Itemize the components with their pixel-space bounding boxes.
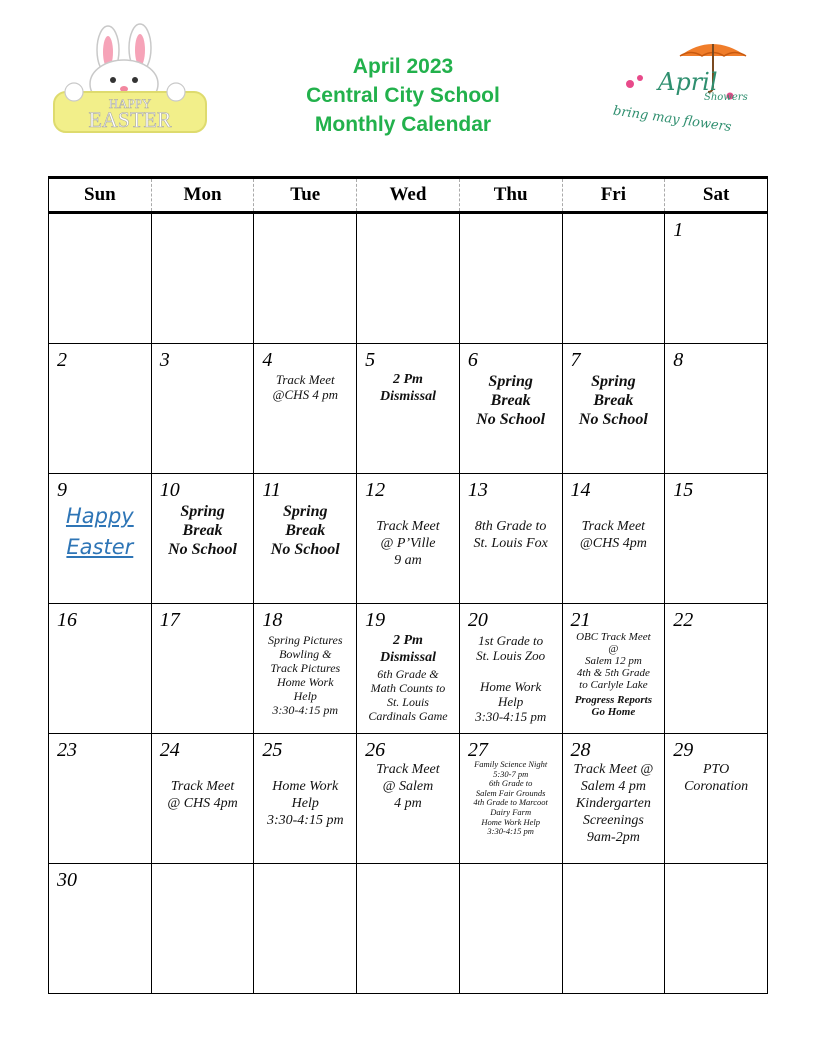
day-number: 8 bbox=[673, 349, 684, 371]
day-number: 25 bbox=[262, 739, 283, 761]
weekday-header-row bbox=[49, 178, 768, 213]
day-number: 14 bbox=[570, 479, 591, 501]
day-number: 22 bbox=[673, 609, 694, 631]
day-cell-14 bbox=[562, 474, 665, 604]
day-number: 30 bbox=[57, 869, 77, 891]
day-number: 5 bbox=[365, 349, 376, 371]
event-text: Spring Pictures Bowling & Track Pictures Home Work Help 3:30-4:15 pm bbox=[267, 633, 343, 717]
day-number: 6 bbox=[467, 349, 478, 371]
day-number: 24 bbox=[159, 739, 180, 761]
day-cell-26 bbox=[357, 734, 460, 864]
day-number: 10 bbox=[159, 479, 180, 501]
day-cell-4 bbox=[254, 344, 357, 474]
weekday-thu: Thu bbox=[459, 178, 562, 213]
day-cell-27 bbox=[459, 734, 562, 864]
day-cell-20 bbox=[459, 604, 562, 734]
empty-cell bbox=[151, 213, 254, 344]
day-cell-21 bbox=[562, 604, 665, 734]
april-showers-logo bbox=[600, 34, 760, 146]
event-text: PTO Coronation bbox=[684, 762, 749, 794]
logo-text-april: April bbox=[658, 68, 718, 96]
day-cell-19 bbox=[357, 604, 460, 734]
day-cell-3 bbox=[151, 344, 254, 474]
day-cell-25 bbox=[254, 734, 357, 864]
empty-cell bbox=[49, 213, 152, 344]
event-text: 8th Grade to St. Louis Fox bbox=[473, 519, 548, 551]
event-text: Track Meet @CHS 4 pm bbox=[272, 372, 338, 402]
weekday-sat: Sat bbox=[665, 178, 768, 213]
day-cell-30 bbox=[49, 864, 152, 994]
day-cell-2 bbox=[49, 344, 152, 474]
day-number: 16 bbox=[57, 609, 77, 631]
day-number: 21 bbox=[570, 609, 591, 631]
event-text: Spring Break No School bbox=[270, 503, 340, 558]
day-cell-10 bbox=[151, 474, 254, 604]
day-number: 3 bbox=[159, 349, 170, 371]
day-number: 20 bbox=[467, 609, 488, 631]
event-text: Home Work Help 3:30-4:15 pm bbox=[266, 779, 344, 828]
day-number: 26 bbox=[365, 739, 386, 761]
event-text: OBC Track Meet @ Salem 12 pm 4th & 5th Grade to Carlyle Lake bbox=[576, 631, 651, 691]
logo-text-flowers: bring may flowers bbox=[612, 103, 733, 136]
day-number: 23 bbox=[57, 739, 77, 761]
day-number: 4 bbox=[262, 349, 273, 371]
event-text: Family Science Night 5:30-7 pm 6th Grade to Salem Fair Grounds 4th Grade to Marcoot Dairy Farm Home Work Help 3:30-4:15 pm bbox=[473, 759, 548, 837]
logo-text-happy: HAPPY bbox=[108, 96, 152, 111]
day-cell-1 bbox=[665, 213, 768, 344]
event-text: Spring Break No School bbox=[168, 503, 237, 558]
day-number: 7 bbox=[570, 349, 581, 371]
event-text: Track Meet @CHS 4pm bbox=[579, 519, 647, 551]
event-text-progress-reports: Progress Reports Go Home bbox=[574, 694, 653, 718]
event-text: Spring Break No School bbox=[476, 373, 546, 428]
weekday-wed: Wed bbox=[357, 178, 460, 213]
day-number: 12 bbox=[365, 479, 386, 501]
empty-cell bbox=[254, 213, 357, 344]
week-row bbox=[49, 213, 768, 344]
event-text: 1st Grade to St. Louis Zoo bbox=[476, 633, 546, 663]
logo-text-showers: Showers bbox=[704, 92, 748, 103]
empty-cell bbox=[562, 864, 665, 994]
event-text: 6th Grade & Math Counts to St. Louis Cardinals Game bbox=[368, 667, 448, 723]
empty-cell bbox=[459, 864, 562, 994]
day-cell-18 bbox=[254, 604, 357, 734]
title-calendar: Monthly Calendar bbox=[314, 113, 492, 136]
calendar-grid bbox=[48, 176, 768, 994]
event-text: Track Meet @ Salem 4 pm bbox=[376, 762, 440, 811]
empty-cell bbox=[151, 864, 254, 994]
happy-easter-link[interactable]: Happy Easter bbox=[65, 504, 134, 559]
day-cell-23 bbox=[49, 734, 152, 864]
day-cell-24 bbox=[151, 734, 254, 864]
empty-cell bbox=[562, 213, 665, 344]
day-cell-15 bbox=[665, 474, 768, 604]
weekday-tue: Tue bbox=[254, 178, 357, 213]
day-number: 1 bbox=[673, 219, 684, 241]
day-cell-8 bbox=[665, 344, 768, 474]
day-number: 19 bbox=[365, 609, 386, 631]
empty-cell bbox=[459, 213, 562, 344]
day-cell-11 bbox=[254, 474, 357, 604]
day-number: 28 bbox=[570, 739, 591, 761]
empty-cell bbox=[357, 864, 460, 994]
empty-cell bbox=[357, 213, 460, 344]
event-text: Track Meet @ Salem 4 pm Kindergarten Screenings 9am-2pm bbox=[573, 762, 654, 845]
week-row bbox=[49, 344, 768, 474]
day-number: 9 bbox=[57, 479, 67, 501]
day-number: 27 bbox=[467, 739, 488, 761]
day-cell-13 bbox=[459, 474, 562, 604]
day-number: 11 bbox=[262, 479, 281, 501]
page-title bbox=[250, 52, 556, 139]
day-cell-12 bbox=[357, 474, 460, 604]
empty-cell bbox=[254, 864, 357, 994]
weekday-sun: Sun bbox=[49, 178, 152, 213]
day-number: 13 bbox=[467, 479, 488, 501]
weekday-mon: Mon bbox=[151, 178, 254, 213]
day-number: 15 bbox=[673, 479, 694, 501]
event-text: Track Meet @ CHS 4pm bbox=[167, 779, 238, 811]
day-cell-29 bbox=[665, 734, 768, 864]
logo-text-easter: EASTER bbox=[88, 107, 172, 132]
week-row bbox=[49, 474, 768, 604]
day-cell-28 bbox=[562, 734, 665, 864]
day-cell-16 bbox=[49, 604, 152, 734]
empty-cell bbox=[665, 864, 768, 994]
day-cell-9 bbox=[49, 474, 152, 604]
event-text-dismissal: 2 Pm Dismissal bbox=[379, 633, 436, 665]
day-cell-7 bbox=[562, 344, 665, 474]
title-month: April 2023 bbox=[352, 55, 454, 78]
day-cell-6 bbox=[459, 344, 562, 474]
event-text: Track Meet @ P’Ville 9 am bbox=[376, 519, 440, 568]
day-number: 2 bbox=[57, 349, 67, 371]
week-row bbox=[49, 734, 768, 864]
day-cell-5 bbox=[357, 344, 460, 474]
event-text-homework: Home Work Help 3:30-4:15 pm bbox=[475, 679, 547, 724]
week-row bbox=[49, 604, 768, 734]
day-number: 18 bbox=[262, 609, 283, 631]
happy-easter-logo bbox=[48, 20, 210, 138]
day-number: 17 bbox=[159, 609, 180, 631]
weekday-fri: Fri bbox=[562, 178, 665, 213]
event-text: Spring Break No School bbox=[578, 373, 648, 428]
day-cell-17 bbox=[151, 604, 254, 734]
day-number: 29 bbox=[673, 739, 694, 761]
day-cell-22 bbox=[665, 604, 768, 734]
title-school: Central City School bbox=[306, 84, 500, 107]
week-row bbox=[49, 864, 768, 994]
event-text: 2 Pm Dismissal bbox=[379, 372, 436, 404]
